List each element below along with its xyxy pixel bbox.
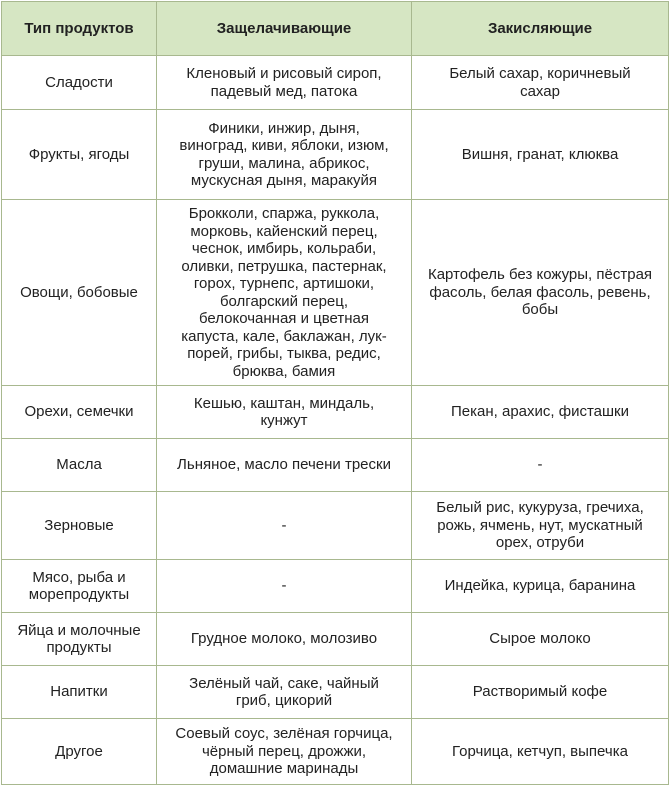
cell-alkaline: Льняное, масло печени трески: [157, 439, 412, 492]
cell-alkaline: Финики, инжир, дыня, виноград, киви, яблоки, изюм, груши, малина, абрикос, мускусная дыня, маракуйя: [157, 110, 412, 200]
table-row: [2, 613, 669, 666]
table-row: [2, 492, 669, 560]
food-ph-table-container: [1, 1, 668, 785]
header-acidic: Закисляющие: [412, 2, 669, 56]
cell-acidic: Белый рис, кукуруза, гречиха, рожь, ячмень, нут, мускатный орех, отруби: [412, 492, 669, 560]
cell-acidic: Индейка, курица, баранина: [412, 560, 669, 613]
table-row: [2, 110, 669, 200]
food-ph-table: [1, 1, 669, 785]
cell-product-type: Мясо, рыба и морепродукты: [2, 560, 157, 613]
table-row: [2, 560, 669, 613]
cell-acidic: Сырое молоко: [412, 613, 669, 666]
cell-product-type: Напитки: [2, 666, 157, 719]
cell-alkaline: -: [157, 560, 412, 613]
cell-product-type: Другое: [2, 719, 157, 785]
cell-product-type: Зерновые: [2, 492, 157, 560]
table-row: [2, 719, 669, 785]
cell-acidic: Растворимый кофе: [412, 666, 669, 719]
cell-acidic: Вишня, гранат, клюква: [412, 110, 669, 200]
header-alkaline: Защелачивающие: [157, 2, 412, 56]
cell-product-type: Орехи, семечки: [2, 386, 157, 439]
header-row: [2, 2, 669, 56]
header-product-type: Тип продуктов: [2, 2, 157, 56]
cell-acidic: Пекан, арахис, фисташки: [412, 386, 669, 439]
table-row: [2, 56, 669, 110]
table-header: [2, 2, 669, 56]
cell-alkaline: Грудное молоко, молозиво: [157, 613, 412, 666]
cell-product-type: Сладости: [2, 56, 157, 110]
table-row: [2, 200, 669, 386]
cell-product-type: Масла: [2, 439, 157, 492]
cell-product-type: Яйца и молочные продукты: [2, 613, 157, 666]
cell-alkaline: Кешью, каштан, миндаль, кунжут: [157, 386, 412, 439]
cell-product-type: Овощи, бобовые: [2, 200, 157, 386]
cell-alkaline: Соевый соус, зелёная горчица, чёрный перец, дрожжи, домашние маринады: [157, 719, 412, 785]
cell-alkaline: -: [157, 492, 412, 560]
cell-alkaline: Зелёный чай, саке, чайный гриб, цикорий: [157, 666, 412, 719]
cell-product-type: Фрукты, ягоды: [2, 110, 157, 200]
cell-alkaline: Кленовый и рисовый сироп, падевый мед, патока: [157, 56, 412, 110]
cell-alkaline: Брокколи, спаржа, руккола, морковь, кайенский перец, чеснок, имбирь, кольраби, оливки, петрушка, пастернак, горох, турнепс, артишоки, болгарский перец, белокочанная и цветная капуста, кале, баклажан, лук- порей, грибы, тыква, редис, брюква, бамия: [157, 200, 412, 386]
table-row: [2, 439, 669, 492]
table-row: [2, 666, 669, 719]
cell-acidic: -: [412, 439, 669, 492]
table-row: [2, 386, 669, 439]
cell-acidic: Белый сахар, коричневый сахар: [412, 56, 669, 110]
table-body: [2, 56, 669, 785]
cell-acidic: Картофель без кожуры, пёстрая фасоль, белая фасоль, ревень, бобы: [412, 200, 669, 386]
cell-acidic: Горчица, кетчуп, выпечка: [412, 719, 669, 785]
